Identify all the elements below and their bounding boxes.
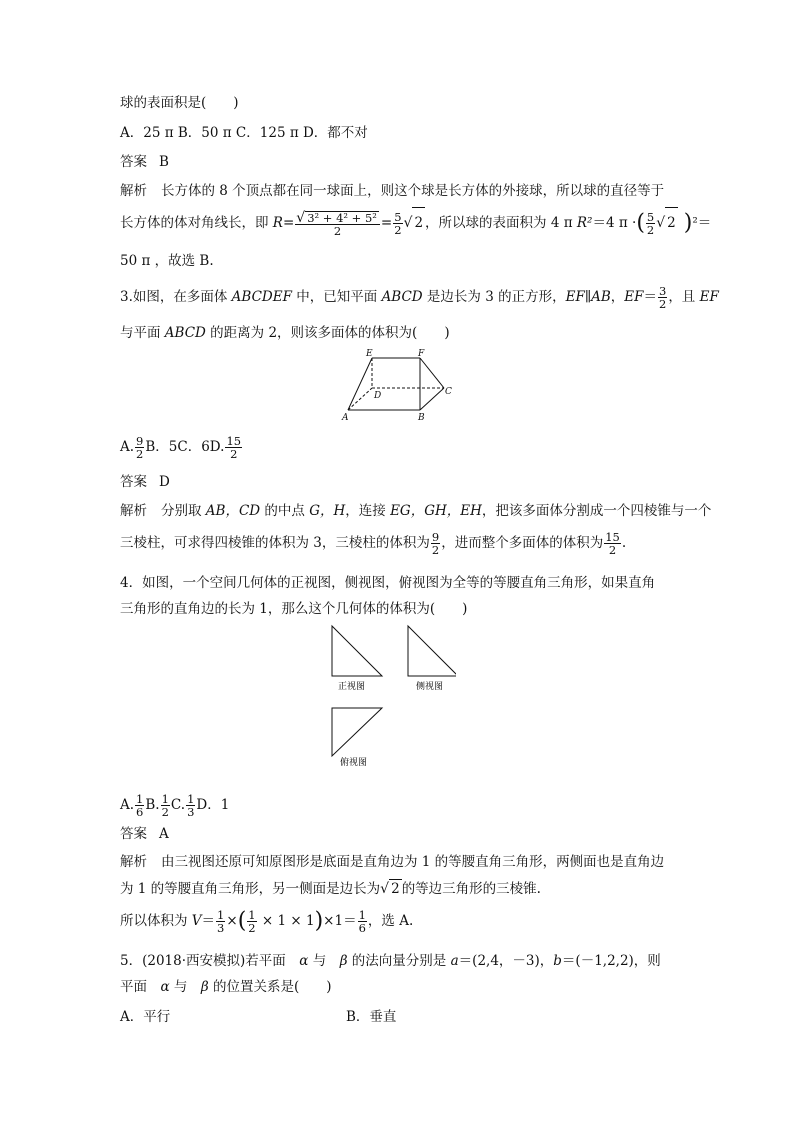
side-view-triangle <box>408 626 456 676</box>
analysis-label: 解析 <box>120 503 147 519</box>
polyhedron-figure <box>340 346 460 426</box>
edge-FC <box>420 358 444 388</box>
q5-option-b: B．垂直 <box>346 1009 397 1025</box>
q4-analysis-line-2: 为 1 的等腰直角三角形，另一侧面是边长为√ 2 的等边三角形的三棱锥. <box>120 881 541 897</box>
q3-stem-line-2: 与平面 ABCD 的距离为 2，则该多面体的体积为( ) <box>120 325 450 341</box>
front-view-label: 正视图 <box>338 682 366 692</box>
square-equals: ²＝ <box>692 215 712 231</box>
answer-value: A <box>159 826 169 842</box>
parallel-relation: EF∥AB <box>565 289 611 305</box>
option-a-fraction: $\frac{9}{2}$ <box>136 434 144 461</box>
q4-answer <box>120 825 169 843</box>
five-halves: $\frac{5}{2}$ <box>394 210 402 237</box>
q3-analysis-line-1: 解析 分别取 AB，CD 的中点 G，H，连接 EG，GH，EH，把该多面体分割成一个四棱锥与一个 <box>120 503 712 519</box>
vertex-label-E: E <box>366 349 373 359</box>
three-halves: $\frac{3}{2}$ <box>658 284 667 311</box>
var-R: R <box>272 215 283 231</box>
q4-stem-line-2: 三角形的直角边的长为 1，那么这个几何体的体积为( ) <box>120 601 468 617</box>
analysis-label: 解析 <box>120 183 147 199</box>
answer-label: 答案 <box>120 474 147 490</box>
vertex-label-D: D <box>374 391 382 401</box>
analysis-text: ＝4 π · <box>592 215 637 231</box>
three-views-figure <box>326 622 456 768</box>
q3-options: A. $\frac{9}{2}$ B．5C．6D. $\frac{15}{2}$ <box>120 434 242 461</box>
answer-label: 答案 <box>120 154 147 170</box>
analysis-text: 长方体的 8 个顶点都在同一球面上，则这个球是长方体的外接球，所以球的直径等于 <box>161 183 665 199</box>
var-R-squared: R² <box>576 215 593 231</box>
q3-analysis-line-2: 三棱柱，可求得四棱锥的体积为 3，三棱柱的体积为 $\frac{9}{2}$ ，进而整个多面体的体积为 $\frac{15}{2}$ . <box>120 530 627 557</box>
denominator: 2 <box>333 223 342 238</box>
q3-stem-line-1: 3.如图，在多面体 ABCDEF 中，已知平面 ABCD 是边长为 3 的正方形，EF∥AB，EF＝ $\frac{3}{2}$ ，且 EF <box>120 284 719 311</box>
q5-stem-line-1: 5．(2018·西安模拟)若平面 α 与 β 的法向量分别是 a＝(2,4，－3)，b＝(－1,2,2)，则 <box>120 953 661 969</box>
analysis-label: 解析 <box>120 854 147 870</box>
edge-AE <box>348 358 372 410</box>
side-view-label: 侧视图 <box>416 682 444 692</box>
analysis-text: ，所以球的表面积为 4 π <box>425 215 577 231</box>
q2-answer <box>120 153 169 171</box>
q2-analysis-line-1 <box>120 182 664 200</box>
equals: = <box>380 215 393 231</box>
vertex-label-A: A <box>342 413 349 423</box>
sqrt-two: 2 <box>412 207 425 238</box>
vertex-label-B: B <box>418 413 425 423</box>
q5-option-a: A．平行 <box>120 1009 171 1025</box>
vertex-label-C: C <box>445 387 452 397</box>
edge-BC <box>420 388 444 410</box>
q5-stem-line-2: 平面 α 与 β 的位置关系是( ) <box>120 979 332 995</box>
q4-analysis-line-1: 解析 由三视图还原可知原图形是底面是直角边为 1 的等腰直角三角形，两侧面也是直角边 <box>120 854 665 870</box>
q2-analysis-line-2: 长方体的体对角线长，即 R= $\frac{\text{√ 3² + 4² + 5²}}{2}$ = $\frac{5}{2}$ √ 2 ，所以球的表面积为 4 π R²＝4 π ·( $\frac{5}{2}$ √ 2 )²＝ <box>120 207 711 238</box>
top-view-triangle <box>332 708 382 756</box>
q2-analysis-line-3: 50 π ，故选 B. <box>120 253 214 269</box>
option-d-fraction: $\frac{15}{2}$ <box>226 434 242 461</box>
q2-stem-tail: 球的表面积是( ) <box>120 95 239 111</box>
vertex-label-F: F <box>418 349 425 359</box>
q2-options: A．25 π B．50 π C．125 π D．都不对 <box>120 125 368 141</box>
five-halves: $\frac{5}{2}$ <box>646 210 655 237</box>
polyhedron-name: ABCDEF <box>231 289 292 305</box>
top-view-label: 俯视图 <box>340 758 368 768</box>
analysis-text: 长方体的体对角线长，即 <box>120 215 273 231</box>
answer-label: 答案 <box>120 826 147 842</box>
answer-value: D <box>159 474 170 490</box>
answer-value: B <box>159 154 169 170</box>
q4-analysis-line-3: 所以体积为 V＝ $\frac{1}{3}$ ×( $\frac{1}{2}$ × 1 × 1)×1＝ $\frac{1}{6}$ ，选 A. <box>120 908 414 935</box>
edge-AD <box>348 388 372 410</box>
front-view-triangle <box>332 626 382 676</box>
diag-fraction: $\frac{\text{√ 3² + 4² + 5²}}{2}$ <box>295 211 380 237</box>
equals: = <box>282 215 295 231</box>
sqrt-radicand: 3² + 4² + 5² <box>307 210 377 225</box>
q3-answer <box>120 473 170 491</box>
q4-options: A. $\frac{1}{6}$ B. $\frac{1}{2}$ C. $\frac{1}{3}$ D．1 <box>120 792 230 819</box>
q4-stem-line-1: 4．如图，一个空间几何体的正视图，侧视图，俯视图为全等的等腰直角三角形，如果直角 <box>120 575 656 591</box>
